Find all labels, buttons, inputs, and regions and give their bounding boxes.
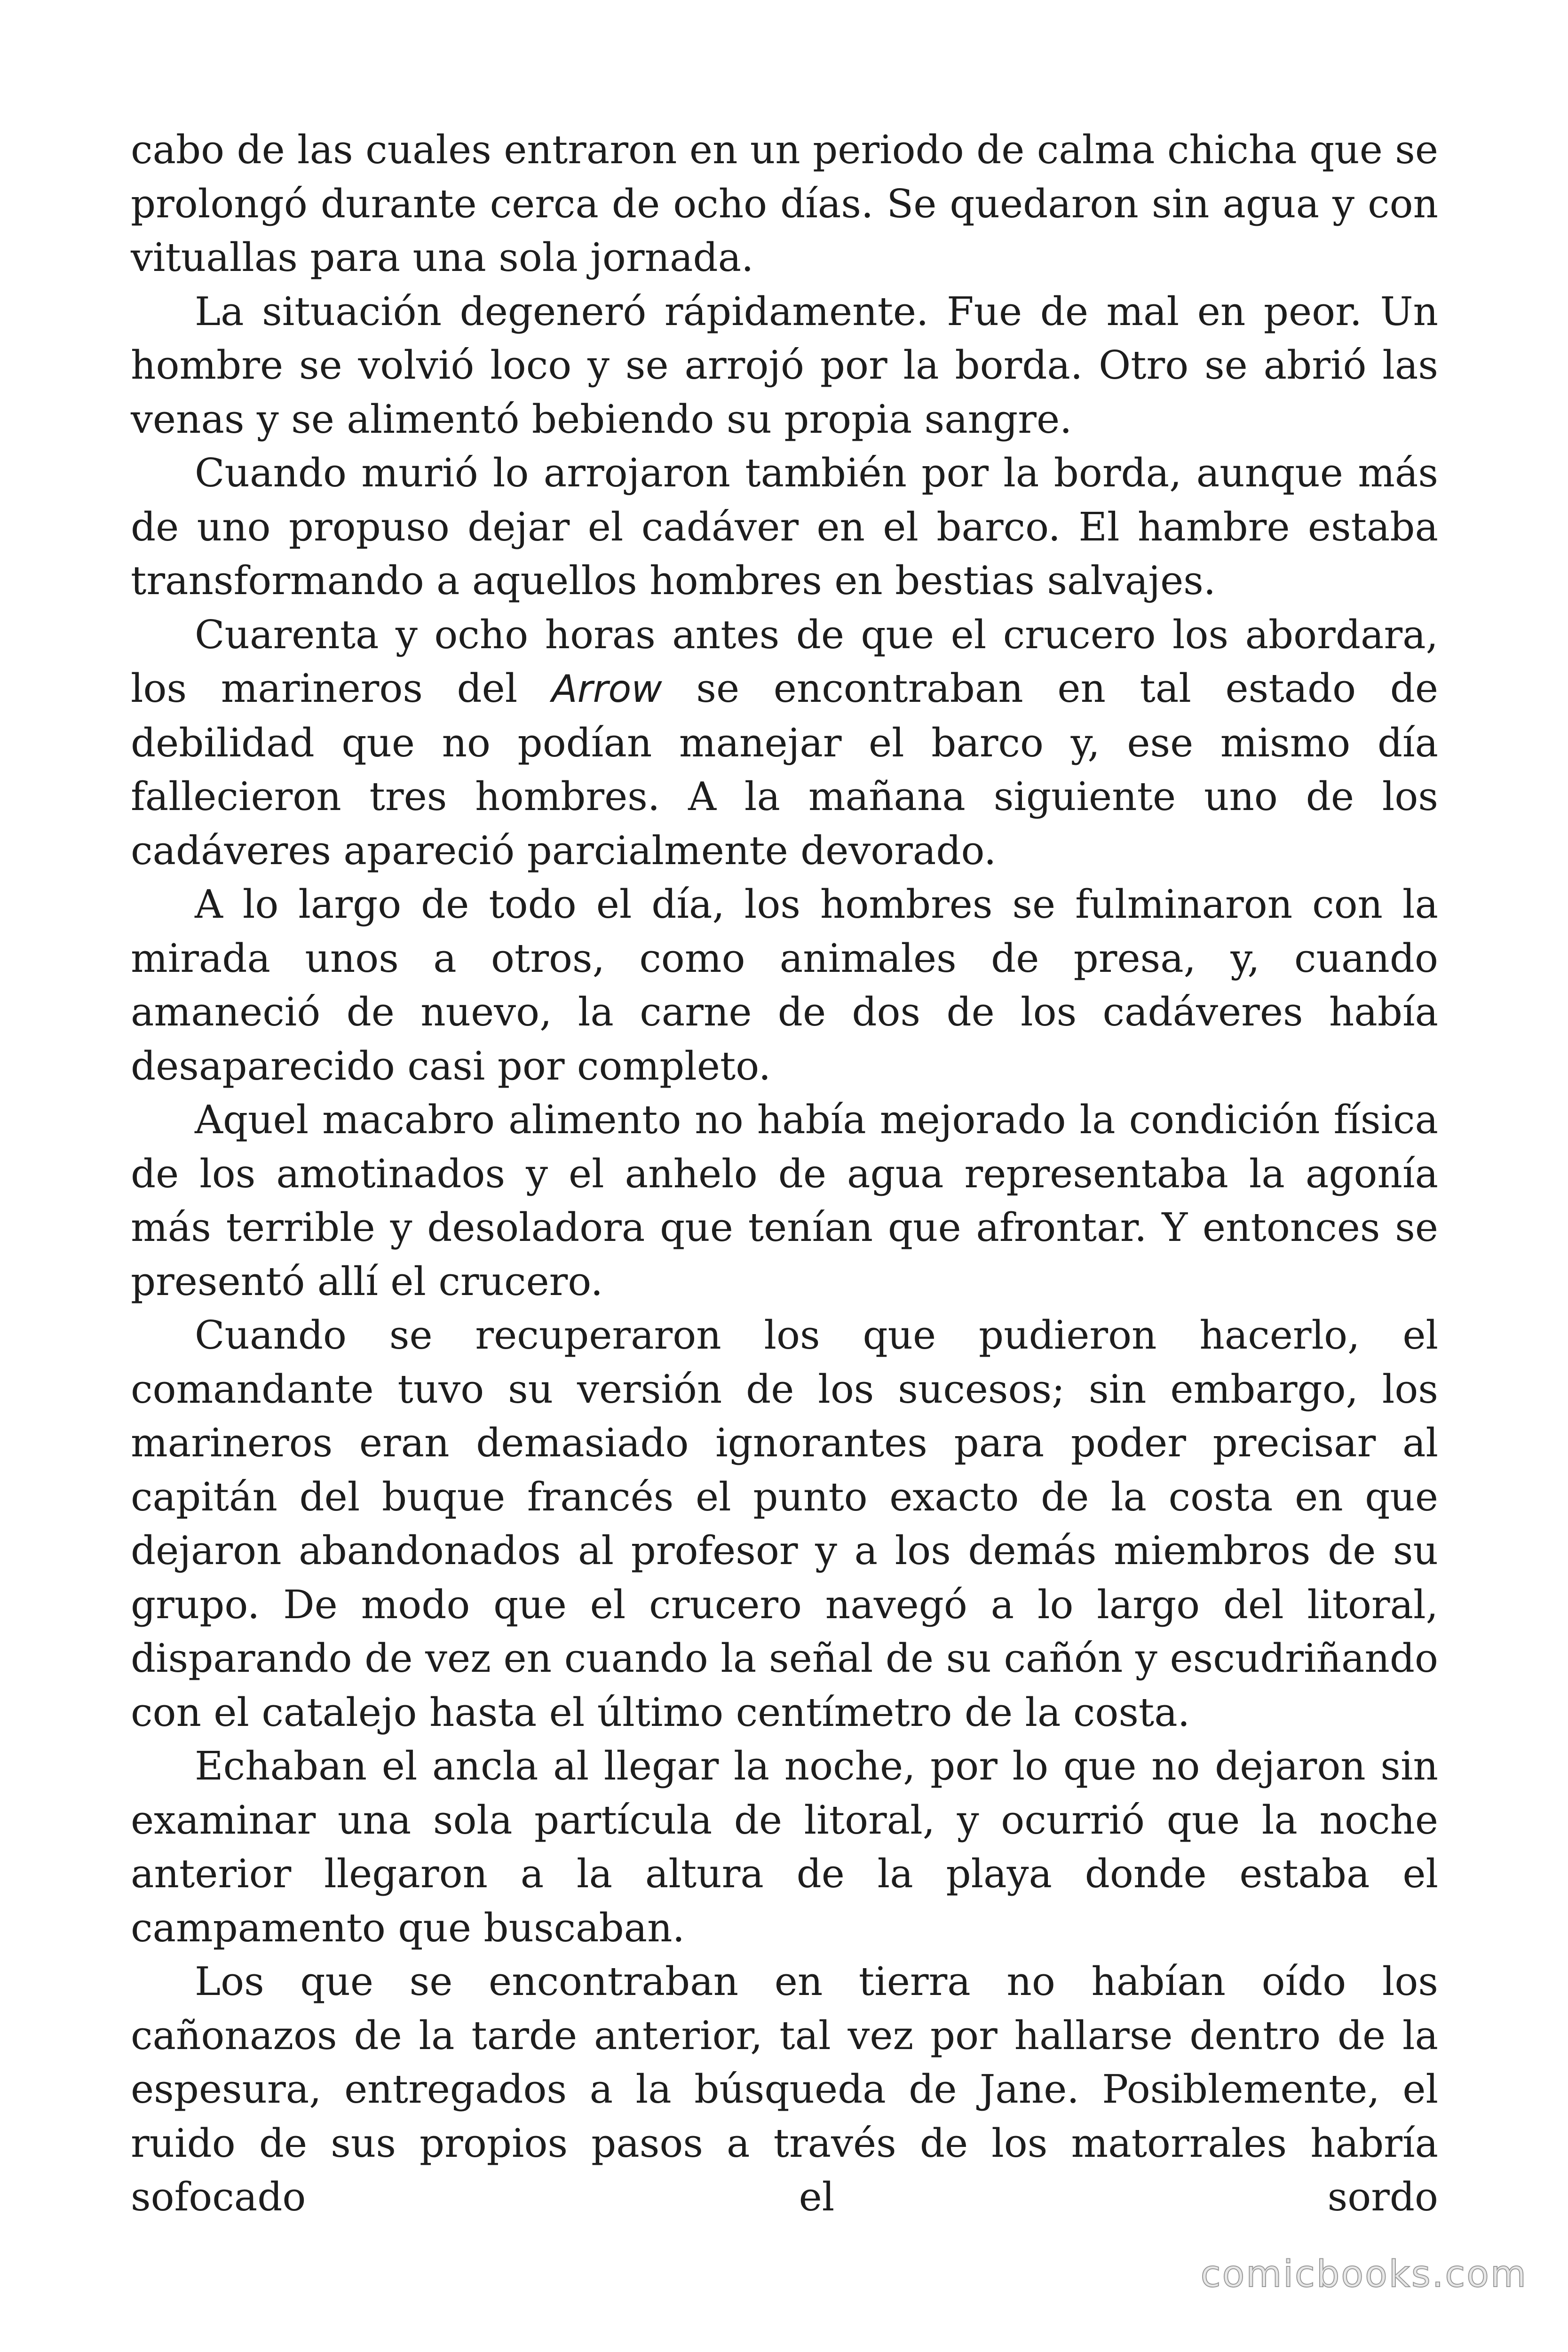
paragraph <box>131 608 1438 878</box>
paragraph-text: Aquel macabro alimento no había mejorado la condición física de los amotinados y el anhelo de agua representaba la agonía más terrible y desoladora que tenían que afrontar. Y entonces se presentó allí el crucero. <box>131 1097 1438 1304</box>
body-text <box>131 123 1438 2225</box>
paragraph <box>131 123 1438 285</box>
paragraph <box>131 1740 1438 1955</box>
paragraph-text: Echaban el ancla al llegar la noche, por lo que no dejaron sin examinar una sola partícula de litoral, y ocurrió que la noche anterior llegaron a la altura de la playa donde estaba el campamento que buscaban. <box>131 1743 1438 1951</box>
paragraph-text: Cuando se recuperaron los que pudieron hacerlo, el comandante tuvo su versión de los sucesos; sin embargo, los marineros eran demasiado ignorantes para poder precisar al capitán del buque francés el punto exacto de la costa en que dejaron abandonados al profesor y a los demás miembros de su grupo. De modo que el crucero navegó a lo largo del litoral, disparando de vez en cuando la señal de su cañón y escudriñando con el catalejo hasta el último centímetro de la costa. <box>131 1312 1438 1735</box>
paragraph-text: Cuando murió lo arrojaron también por la borda, aunque más de uno propuso dejar el cadáver en el barco. El hambre estaba transformando a aquellos hombres en bestias salvajes. <box>131 450 1438 604</box>
watermark-logo: comicbooks.com <box>1200 2253 1528 2296</box>
paragraph-text: Los que se encontraban en tierra no habían oído los cañonazos de la tarde anterior, tal vez por hallarse dentro de la espesura, entregados a la búsqueda de Jane. Posiblemente, el ruido de sus propios pasos a través de los matorrales habría sofocado el sordo <box>131 1959 1438 2220</box>
paragraph-text: Cuarenta y ocho horas antes de que el crucero los abordara, los marineros del <box>131 612 1438 711</box>
paragraph-text: cabo de las cuales entraron en un periodo de calma chicha que se prolongó durante cerca de ocho días. Se quedaron sin agua y con vituallas para una sola jornada. <box>131 127 1438 280</box>
italic-text: Arrow <box>551 667 662 711</box>
paragraph <box>131 1309 1438 1740</box>
paragraph-text: se encontraban en tal estado de debilidad que no podían manejar el barco y, ese mismo día fallecieron tres hombres. A la mañana siguiente uno de los cadáveres apareció parcialmente devorado. <box>131 666 1438 874</box>
paragraph <box>131 1955 1438 2225</box>
paragraph <box>131 1093 1438 1309</box>
paragraph-text: La situación degeneró rápidamente. Fue de mal en peor. Un hombre se volvió loco y se arrojó por la borda. Otro se abrió las venas y se alimentó bebiendo su propia sangre. <box>131 288 1438 442</box>
paragraph-text: A lo largo de todo el día, los hombres se fulminaron con la mirada unos a otros, como animales de presa, y, cuando amaneció de nuevo, la carne de dos de los cadáveres había desaparecido casi por completo. <box>131 882 1438 1089</box>
paragraph <box>131 446 1438 608</box>
paragraph <box>131 285 1438 447</box>
paragraph <box>131 878 1438 1093</box>
